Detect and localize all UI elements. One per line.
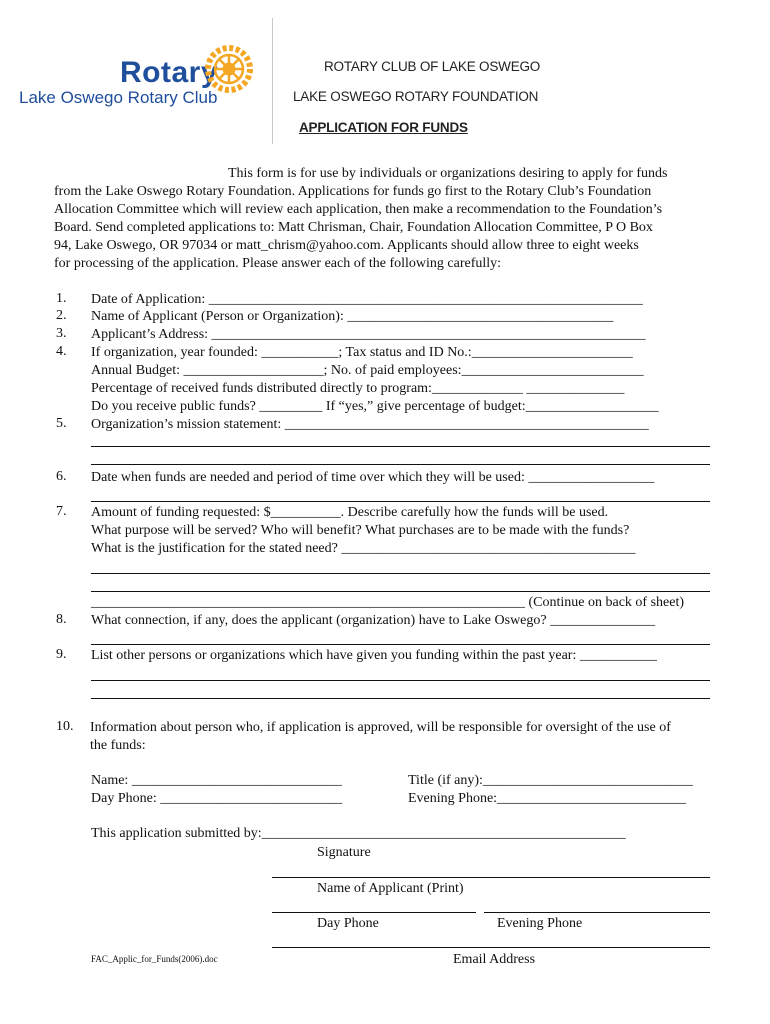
answer-line[interactable]: [91, 591, 710, 592]
answer-line[interactable]: [91, 446, 710, 447]
name-print-label: Name of Applicant (Print): [317, 881, 464, 896]
q2-number: 2.: [56, 308, 67, 323]
contact-name-field[interactable]: Name: ______________________________: [91, 773, 342, 788]
signature-label: Signature: [317, 845, 371, 860]
q3-applicant-address[interactable]: Applicant’s Address: ______________________________________________________________: [91, 327, 646, 342]
q4-number: 4.: [56, 344, 67, 359]
intro-line: Board. Send completed applications to: Matt Chrisman, Chair, Foundation Allocation Committee, P O Box: [54, 220, 653, 235]
day-phone-line[interactable]: [272, 912, 476, 913]
rotary-logo-wordmark: Rotary: [120, 56, 219, 89]
org-line-club: ROTARY CLUB OF LAKE OSWEGO: [324, 59, 541, 74]
answer-line[interactable]: [91, 573, 710, 574]
q7-purpose: What purpose will be served? Who will benefit? What purchases are to be made with the funds?: [91, 523, 630, 538]
footer-filename: FAC_Applic_for_Funds(2006).doc: [91, 954, 218, 964]
form-title: APPLICATION FOR FUNDS: [299, 120, 468, 135]
q7-amount-requested[interactable]: Amount of funding requested: $__________. Describe carefully how the funds will be used.: [91, 505, 609, 520]
answer-line[interactable]: [91, 644, 710, 645]
intro-line: This form is for use by individuals or organizations desiring to apply for funds: [228, 166, 668, 181]
q10-number: 10.: [56, 719, 74, 734]
contact-day-phone-field[interactable]: Day Phone: __________________________: [91, 791, 343, 806]
q8-number: 8.: [56, 612, 67, 627]
org-line-foundation: LAKE OSWEGO ROTARY FOUNDATION: [293, 89, 539, 104]
email-line[interactable]: [272, 947, 710, 948]
q6-date-funds-needed[interactable]: Date when funds are needed and period of time over which they will be used: __________________: [91, 470, 655, 485]
submitted-by-line[interactable]: This application submitted by:____________________________________________________: [91, 826, 626, 841]
q2-applicant-name[interactable]: Name of Applicant (Person or Organization): ______________________________________: [91, 309, 614, 324]
q1-date-of-application[interactable]: Date of Application: ______________________________________________________________: [91, 292, 643, 307]
q9-other-funders[interactable]: List other persons or organizations which have given you funding within the past year: ___________: [91, 648, 657, 663]
q4-public-funds[interactable]: Do you receive public funds? _________ If “yes,” give percentage of budget:___________________: [91, 399, 659, 414]
q5-mission-statement[interactable]: Organization’s mission statement: ____________________________________________________: [91, 417, 649, 432]
q10-continuation: the funds:: [90, 738, 146, 753]
answer-line[interactable]: [91, 501, 710, 502]
q8-connection-lake-oswego[interactable]: What connection, if any, does the applicant (organization) have to Lake Oswego? _______________: [91, 613, 656, 628]
evening-phone-line[interactable]: [484, 912, 710, 913]
q4-percentage-distributed[interactable]: Percentage of received funds distributed directly to program:_____________ ______________: [91, 381, 625, 396]
club-name-subtitle: Lake Oswego Rotary Club: [19, 88, 218, 107]
q6-number: 6.: [56, 469, 67, 484]
q7-justification[interactable]: What is the justification for the stated need? __________________________________________: [91, 541, 636, 556]
day-phone-label: Day Phone: [317, 916, 379, 931]
q4-year-founded-tax-status[interactable]: If organization, year founded: ___________; Tax status and ID No.:_______________________: [91, 345, 633, 360]
q4-annual-budget[interactable]: Annual Budget: ____________________; No. of paid employees:__________________________: [91, 363, 644, 378]
intro-line: Allocation Committee which will review each application, then make a recommendation to the Foundation’s: [54, 202, 663, 217]
header-divider: [272, 18, 273, 144]
answer-line[interactable]: [91, 698, 710, 699]
intro-line: from the Lake Oswego Rotary Foundation. Applications for funds go first to the Rotary Club’s Foundation: [54, 184, 652, 199]
q9-number: 9.: [56, 647, 67, 662]
evening-phone-label: Evening Phone: [497, 916, 583, 931]
q5-number: 5.: [56, 416, 67, 431]
q3-number: 3.: [56, 326, 67, 341]
contact-evening-phone-field[interactable]: Evening Phone:___________________________: [408, 791, 687, 806]
q7-continue-note[interactable]: ______________________________________________________________ (Continue on back of sheet): [91, 595, 685, 610]
answer-line[interactable]: [91, 464, 710, 465]
intro-line: 94, Lake Oswego, OR 97034 or matt_chrism@yahoo.com. Applicants should allow three to eight weeks: [54, 238, 639, 253]
email-address-label: Email Address: [453, 952, 536, 967]
contact-title-field[interactable]: Title (if any):______________________________: [408, 773, 693, 788]
intro-line: for processing of the application. Please answer each of the following carefully:: [54, 256, 502, 271]
name-print-line[interactable]: [272, 877, 710, 878]
q1-number: 1.: [56, 291, 67, 306]
answer-line[interactable]: [91, 680, 710, 681]
q10-oversight-person: Information about person who, if application is approved, will be responsible for oversight of the use of: [90, 720, 671, 735]
q7-number: 7.: [56, 504, 67, 519]
